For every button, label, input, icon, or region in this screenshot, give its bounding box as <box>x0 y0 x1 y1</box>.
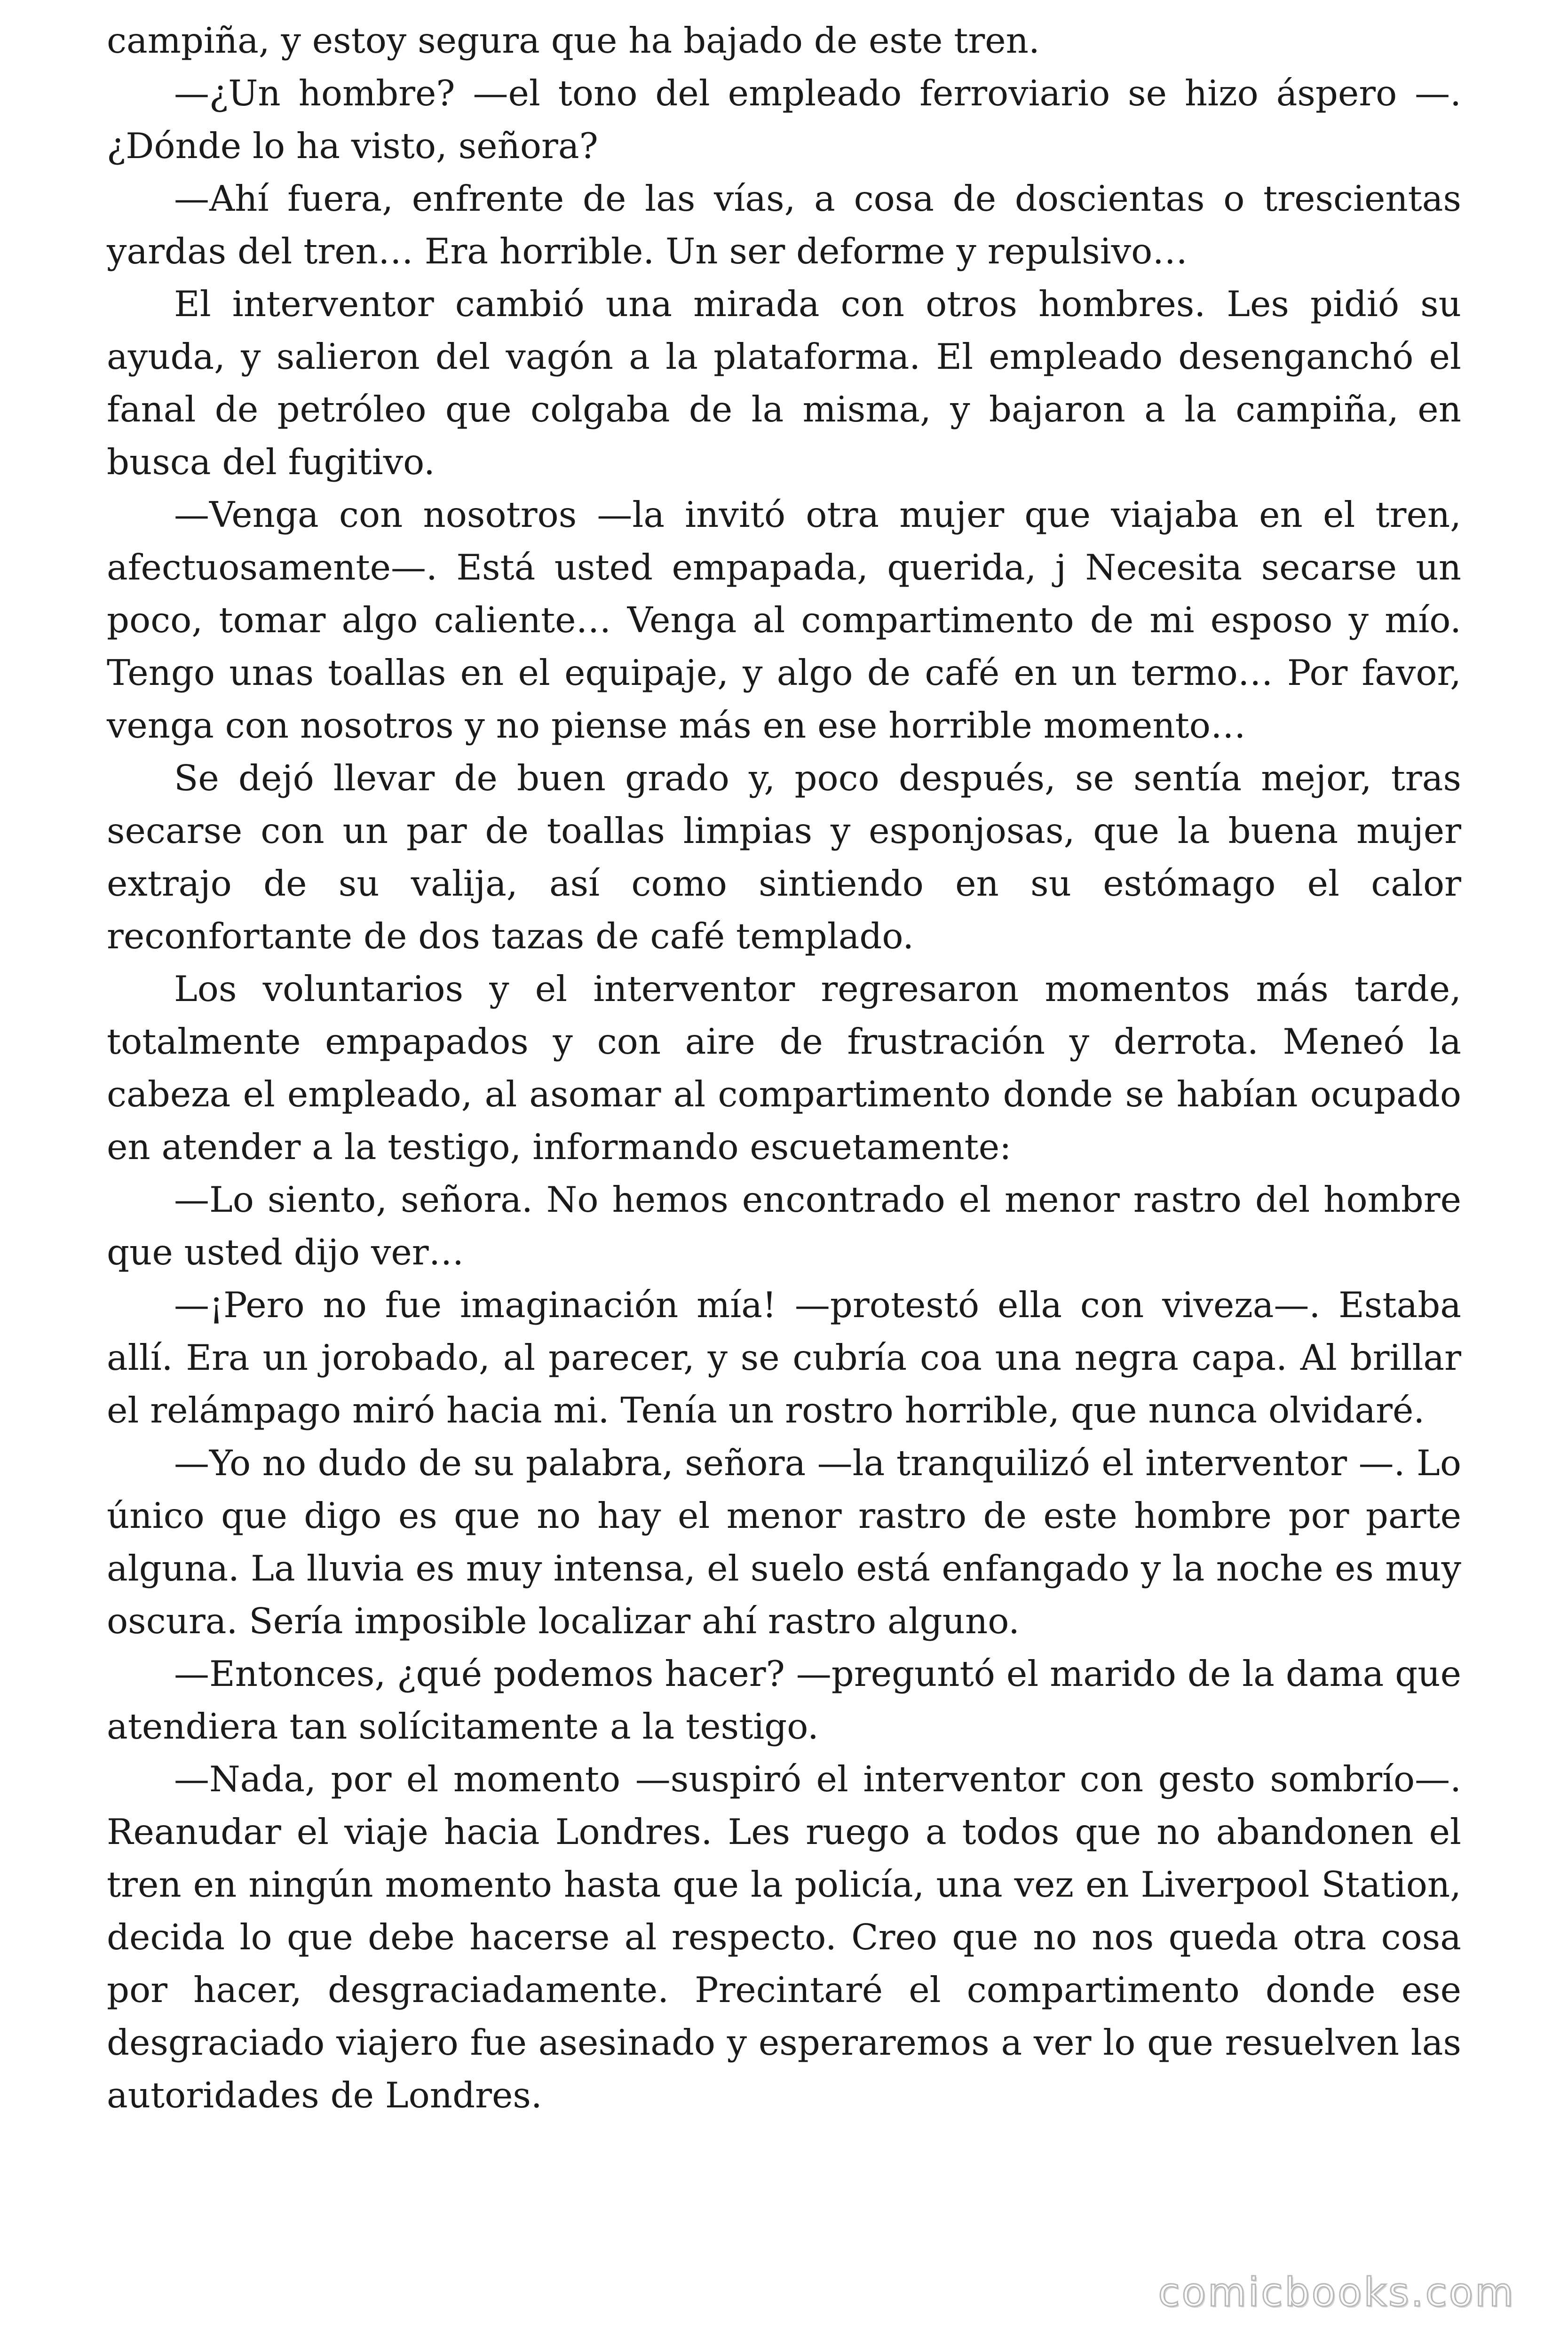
paragraph: —¿Un hombre? —el tono del empleado ferroviario se hizo áspero —. ¿Dónde lo ha visto, señora? <box>107 72 1461 167</box>
paragraph: campiña, y estoy segura que ha bajado de este tren. <box>107 20 1040 61</box>
document-body <box>107 14 1461 2122</box>
paragraph: El interventor cambió una mirada con otros hombres. Les pidió su ayuda, y salieron del vagón a la plataforma. El empleado desenganchó el fanal de petróleo que colgaba de la misma, y bajaron a la campiña, en busca del fugitivo. <box>107 283 1461 483</box>
paragraph: —¡Pero no fue imaginación mía! —protestó ella con viveza—. Estaba allí. Era un jorobado, al parecer, y se cubría coa una negra capa. Al brillar el relámpago miró hacia mi. Tenía un rostro horrible, que nunca olvidaré. <box>107 1284 1461 1431</box>
paragraph: —Nada, por el momento —suspiró el interventor con gesto sombrío—. Reanudar el viaje hacia Londres. Les ruego a todos que no abandonen el tren en ningún momento hasta que la policía, una vez en Liverpool Station, decida lo que debe hacerse al respecto. Creo que no nos queda otra cosa por hacer, desgraciadamente. Precintaré el compartimento donde ese desgraciado viajero fue asesinado y esperaremos a ver lo que resuelven las autoridades de Londres. <box>107 1758 1461 2116</box>
paragraph: —Ahí fuera, enfrente de las vías, a cosa de doscientas o trescientas yardas del tren… Era horrible. Un ser deforme y repulsivo… <box>107 178 1461 272</box>
paragraph: —Entonces, ¿qué podemos hacer? —preguntó el marido de la dama que atendiera tan solícitamente a la testigo. <box>107 1653 1461 1747</box>
paragraph: —Venga con nosotros —la invitó otra mujer que viajaba en el tren, afectuosamente—. Está usted empapada, querida, j Necesita secarse un poco, tomar algo caliente… Venga al compartimento de mi esposo y mío. Tengo unas toallas en el equipaje, y algo de café en un termo… Por favor, venga con nosotros y no piense más en ese horrible momento… <box>107 494 1461 746</box>
paragraph: Se dejó llevar de buen grado y, poco después, se sentía mejor, tras secarse con un par de toallas limpias y esponjosas, que la buena mujer extrajo de su valija, así como sintiendo en su estómago el calor reconfortante de dos tazas de café templado. <box>107 757 1461 957</box>
paragraph: —Yo no dudo de su palabra, señora —la tranquilizó el interventor —. Lo único que digo es que no hay el menor rastro de este hombre por parte alguna. La lluvia es muy intensa, el suelo está enfangado y la noche es muy oscura. Sería imposible localizar ahí rastro alguno. <box>107 1442 1461 1642</box>
paragraph: —Lo siento, señora. No hemos encontrado el menor rastro del hombre que usted dijo ver… <box>107 1179 1461 1273</box>
paragraph: Los voluntarios y el interventor regresaron momentos más tarde, totalmente empapados y con aire de frustración y derrota. Meneó la cabeza el empleado, al asomar al compartimento donde se habían ocupado en atender a la testigo, informando escuetamente: <box>107 968 1461 1168</box>
watermark: comicbooks.com <box>1158 2269 1515 2315</box>
